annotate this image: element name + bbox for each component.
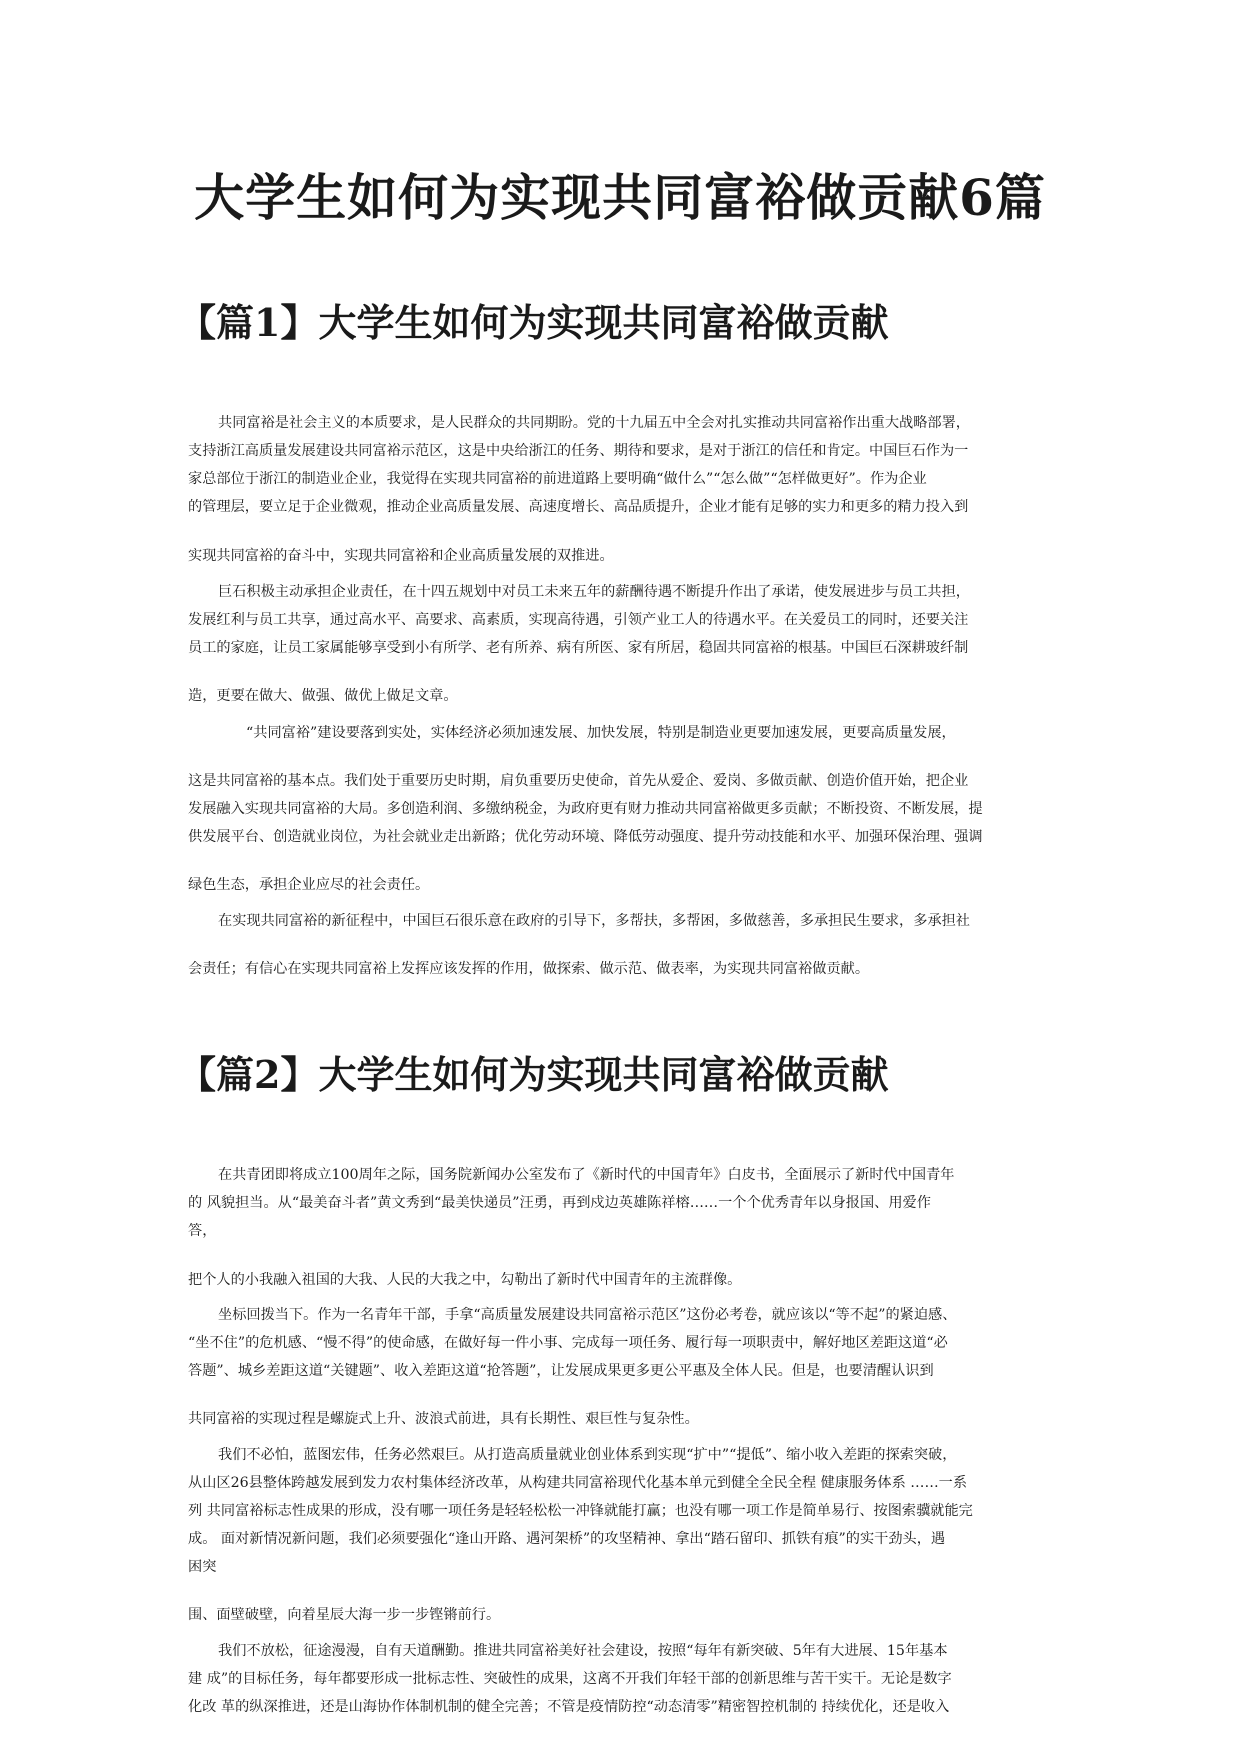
section-2-line: 困突	[188, 1559, 217, 1575]
section-1-line: 绿色生态，承担企业应尽的社会责任。	[188, 877, 430, 893]
section-2-line: 的 风貌担当。从“最美奋斗者”黄文秀到“最美快递员”汪勇，再到戍边英雄陈祥榕……一个个优秀青年以身报国、用爱作	[188, 1195, 931, 1211]
section-2-line: 列 共同富裕标志性成果的形成，没有哪一项任务是轻轻松松一冲锋就能打赢；也没有哪一项工作是简单易行、按图索骥就能完	[188, 1503, 973, 1519]
section-2-line: 我们不放松，征途漫漫，自有天道酬勤。推进共同富裕美好社会建设，按照“每年有新突破、5年有大进展、15年基本	[218, 1643, 948, 1659]
section-1-line: 共同富裕是社会主义的本质要求，是人民群众的共同期盼。党的十九届五中全会对扎实推动共同富裕作出重大战略部署，	[218, 415, 970, 431]
section-2-line: “坐不住”的危机感、“慢不得”的使命感，在做好每一件小事、完成每一项任务、履行每一项职责中，解好地区差距这道“必	[188, 1335, 948, 1351]
section-2-line: 从山区26县整体跨越发展到发力农村集体经济改革，从构建共同富裕现代化基本单元到健全全民全程 健康服务体系 ……一系	[188, 1475, 968, 1491]
section-1-line: 实现共同富裕的奋斗中，实现共同富裕和企业高质量发展的双推进。	[188, 548, 614, 564]
section-1-line: 巨石积极主动承担企业责任，在十四五规划中对员工未来五年的薪酬待遇不断提升作出了承诺，使发展进步与员工共担，	[218, 584, 970, 600]
section-1-line: 的管理层，要立足于企业微观，推动企业高质量发展、高速度增长、高品质提升，企业才能有足够的实力和更多的精力投入到	[188, 499, 969, 515]
section-2-line: 把个人的小我融入祖国的大我、人民的大我之中，勾勒出了新时代中国青年的主流群像。	[188, 1272, 742, 1288]
section-1-heading: 【篇1】大学生如何为实现共同富裕做贡献	[178, 300, 889, 345]
section-1-line: 支持浙江高质量发展建设共同富裕示范区，这是中央给浙江的任务、期待和要求，是对于浙江的信任和肯定。中国巨石作为一	[188, 443, 969, 459]
section-2-line: 成。 面对新情况新问题，我们必须要强化“逢山开路、遇河架桥”的攻坚精神、拿出“踏石留印、抓铁有痕”的实干劲头，遇	[188, 1531, 946, 1547]
section-2-line: 我们不必怕，蓝图宏伟，任务必然艰巨。从打造高质量就业创业体系到实现“扩中”“提低”、缩小收入差距的探索突破，	[218, 1447, 957, 1463]
section-2-line: 答，	[188, 1223, 217, 1239]
section-2-line: 坐标回拨当下。作为一名青年干部，手拿“高质量发展建设共同富裕示范区”这份必考卷，就应该以“等不起”的紧迫感、	[218, 1307, 957, 1323]
section-1-line: 家总部位于浙江的制造业企业，我觉得在实现共同富裕的前进道路上要明确“做什么”“怎么做”“怎样做更好”。作为企业	[188, 471, 927, 487]
section-1-line: “共同富裕”建设要落到实处，实体经济必须加速发展、加快发展，特别是制造业更要加速发展，更要高质量发展，	[246, 725, 956, 741]
section-2-line: 共同富裕的实现过程是螺旋式上升、波浪式前进，具有长期性、艰巨性与复杂性。	[188, 1411, 699, 1427]
section-1-line: 员工的家庭，让员工家属能够享受到小有所学、老有所养、病有所医、家有所居，稳固共同富裕的根基。中国巨石深耕玻纤制	[188, 640, 969, 656]
section-2-line: 答题”、城乡差距这道“关键题”、收入差距这道“抢答题”，让发展成果更多更公平惠及全体人民。但是，也要清醒认识到	[188, 1363, 934, 1379]
section-2-line: 建 成”的目标任务，每年都要形成一批标志性、突破性的成果，这离不开我们年轻干部的创新思维与苦干实干。无论是数字	[188, 1671, 952, 1687]
section-1-line: 在实现共同富裕的新征程中，中国巨石很乐意在政府的引导下，多帮扶，多帮困，多做慈善，多承担民生要求，多承担社	[218, 913, 970, 929]
section-1-line: 发展红利与员工共享，通过高水平、高要求、高素质，实现高待遇，引领产业工人的待遇水平。在关爱员工的同时，还要关注	[188, 612, 969, 628]
section-1-line: 发展融入实现共同富裕的大局。多创造利润、多缴纳税金，为政府更有财力推动共同富裕做更多贡献；不断投资、不断发展，提	[188, 801, 983, 817]
section-1-line: 造，更要在做大、做强、做优上做足文章。	[188, 688, 458, 704]
section-1-line: 会责任；有信心在实现共同富裕上发挥应该发挥的作用，做探索、做示范、做表率，为实现共同富裕做贡献。	[188, 961, 870, 977]
section-2-heading: 【篇2】大学生如何为实现共同富裕做贡献	[178, 1052, 889, 1097]
document-title: 大学生如何为实现共同富裕做贡献6篇	[194, 168, 1046, 227]
section-2-line: 在共青团即将成立100周年之际，国务院新闻办公室发布了《新时代的中国青年》白皮书，全面展示了新时代中国青年	[218, 1167, 955, 1183]
section-2-line: 化改 革的纵深推进，还是山海协作体制机制的健全完善；不管是疫情防控“动态清零”精密智控机制的 持续优化，还是收入	[188, 1699, 950, 1715]
section-1-line: 这是共同富裕的基本点。我们处于重要历史时期，肩负重要历史使命，首先从爱企、爱岗、多做贡献、创造价值开始，把企业	[188, 773, 969, 789]
section-1-line: 供发展平台、创造就业岗位，为社会就业走出新路；优化劳动环境、降低劳动强度、提升劳动技能和水平、加强环保治理、强调	[188, 829, 983, 845]
section-2-line: 围、面壁破壁，向着星辰大海一步一步铿锵前行。	[188, 1607, 501, 1623]
